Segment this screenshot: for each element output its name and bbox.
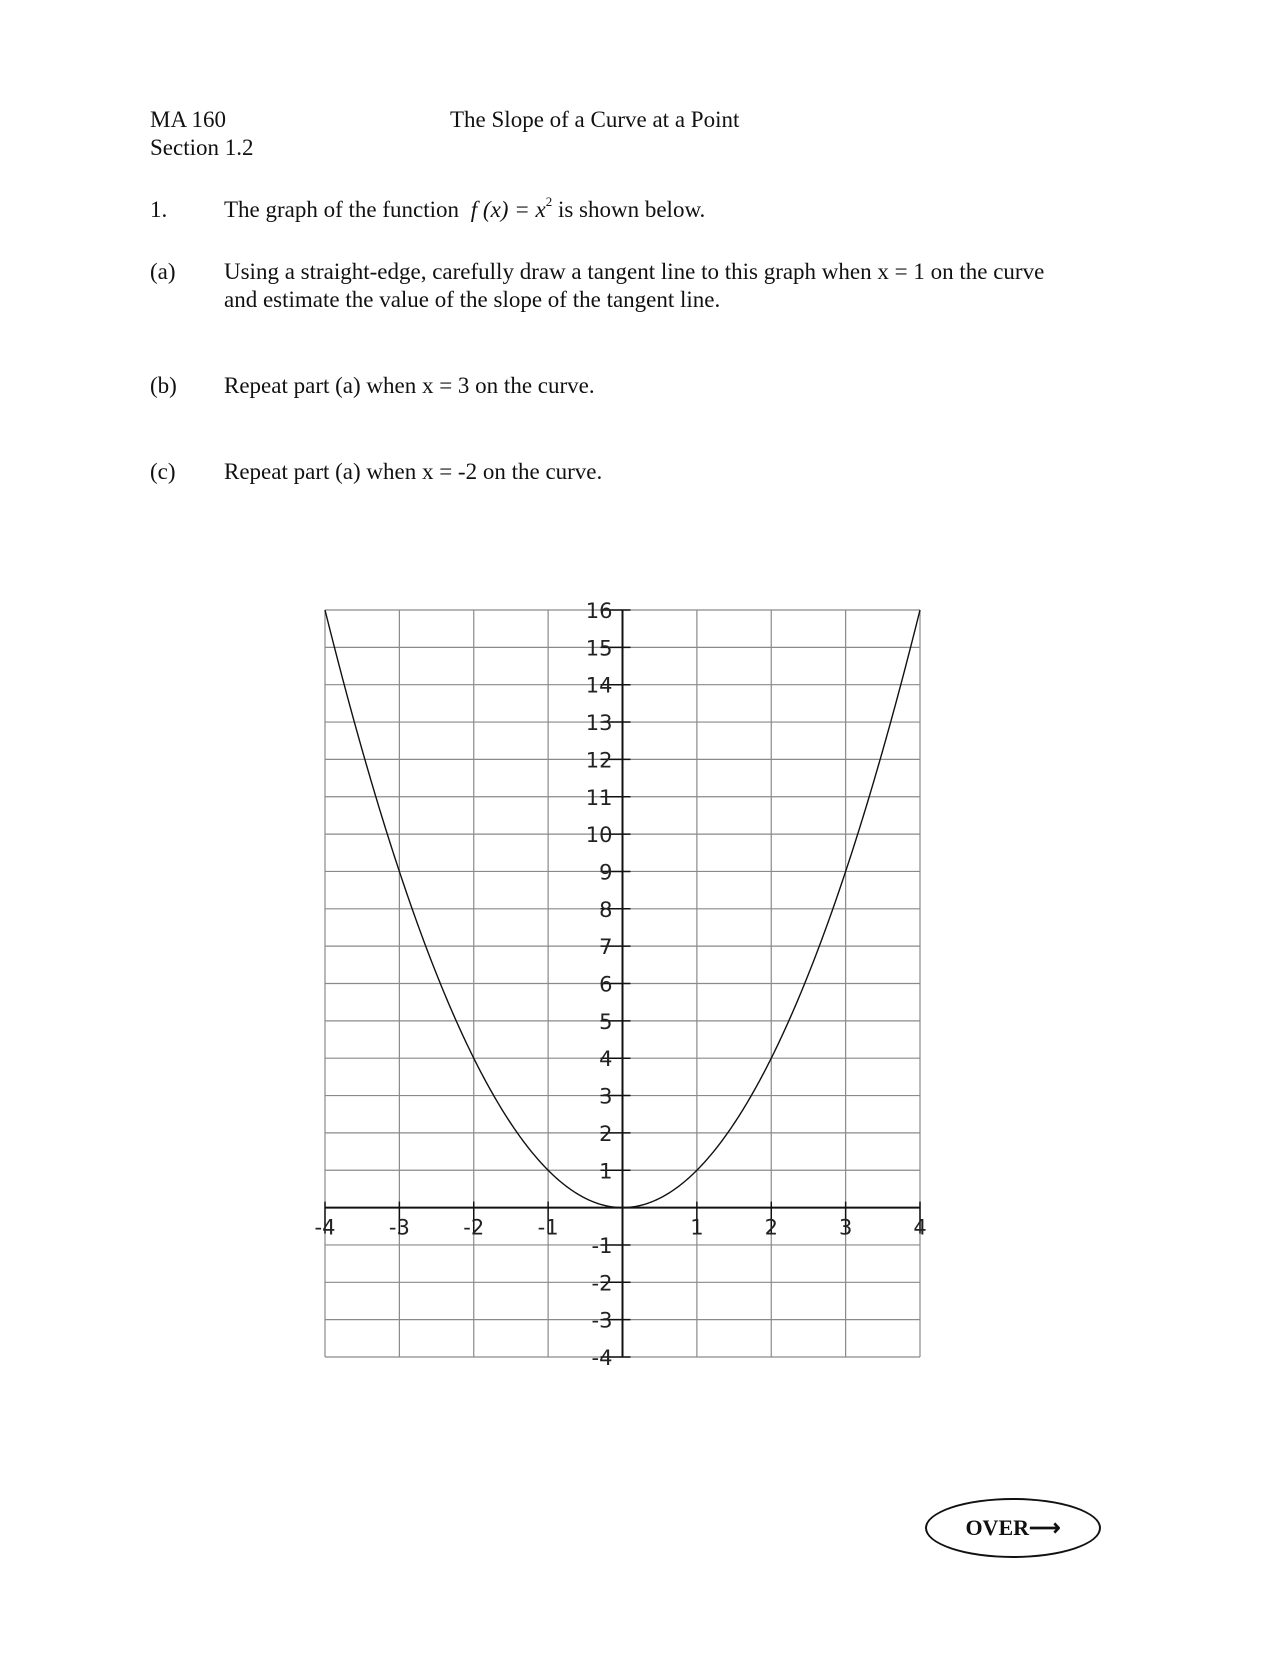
y-tick-label: 5 (599, 1009, 613, 1034)
problem-intro-after: is shown below. (557, 197, 706, 222)
part-b-text: Repeat part (a) when x = 3 on the curve. (224, 373, 595, 398)
y-tick-label: 14 (585, 673, 613, 698)
y-tick-label: 8 (599, 897, 613, 922)
y-tick-label: 4 (599, 1047, 613, 1072)
x-tick-label: -1 (537, 1215, 559, 1240)
part-a-label: (a) (150, 259, 176, 284)
y-tick-label: 3 (599, 1084, 613, 1109)
x-tick-label: 1 (690, 1215, 704, 1240)
page-title: The Slope of a Curve at a Point (450, 107, 740, 132)
y-tick-label: 12 (585, 748, 613, 773)
part-c-text: Repeat part (a) when x = -2 on the curve. (224, 459, 603, 484)
function-exponent: 2 (545, 194, 553, 210)
y-tick-label: 7 (599, 935, 613, 960)
y-tick-label: 10 (585, 823, 613, 848)
part-c-label: (c) (150, 459, 176, 484)
y-tick-label: 16 (585, 599, 613, 623)
arrow-right-icon: ⟶ (1029, 1515, 1061, 1540)
y-tick-label: 1 (599, 1159, 613, 1184)
x-tick-label: 2 (764, 1215, 778, 1240)
y-tick-label: -2 (591, 1271, 613, 1296)
y-tick-label: -1 (591, 1233, 613, 1258)
y-tick-label: -4 (591, 1346, 613, 1370)
problem-number: 1. (150, 197, 168, 222)
x-tick-label: -3 (388, 1215, 410, 1240)
problem-intro-before: The graph of the function (224, 197, 460, 222)
part-a-text-line1: Using a straight-edge, carefully draw a tangent line to this graph when x = 1 on the curve (224, 259, 1045, 284)
section-number: Section 1.2 (150, 135, 254, 160)
over-button[interactable] (925, 1498, 1101, 1558)
y-tick-label: 6 (599, 972, 613, 997)
x-tick-label: -2 (463, 1215, 485, 1240)
x-tick-label: 4 (913, 1215, 927, 1240)
x-tick-label: -4 (314, 1215, 336, 1240)
over-label: OVER (965, 1515, 1029, 1540)
tick-labels (315, 599, 927, 1370)
part-b-label: (b) (150, 373, 177, 398)
y-tick-label: 13 (585, 711, 613, 736)
y-tick-label: 11 (585, 785, 613, 810)
y-tick-label: 9 (599, 860, 613, 885)
part-a-text-line2: and estimate the value of the slope of the tangent line. (224, 287, 721, 312)
y-tick-label: -3 (591, 1308, 613, 1333)
y-tick-label: 15 (585, 636, 613, 661)
course-code: MA 160 (150, 107, 227, 132)
y-tick-label: 2 (599, 1121, 613, 1146)
x-tick-label: 3 (838, 1215, 853, 1240)
function-expression: f (x) = x (470, 197, 546, 222)
